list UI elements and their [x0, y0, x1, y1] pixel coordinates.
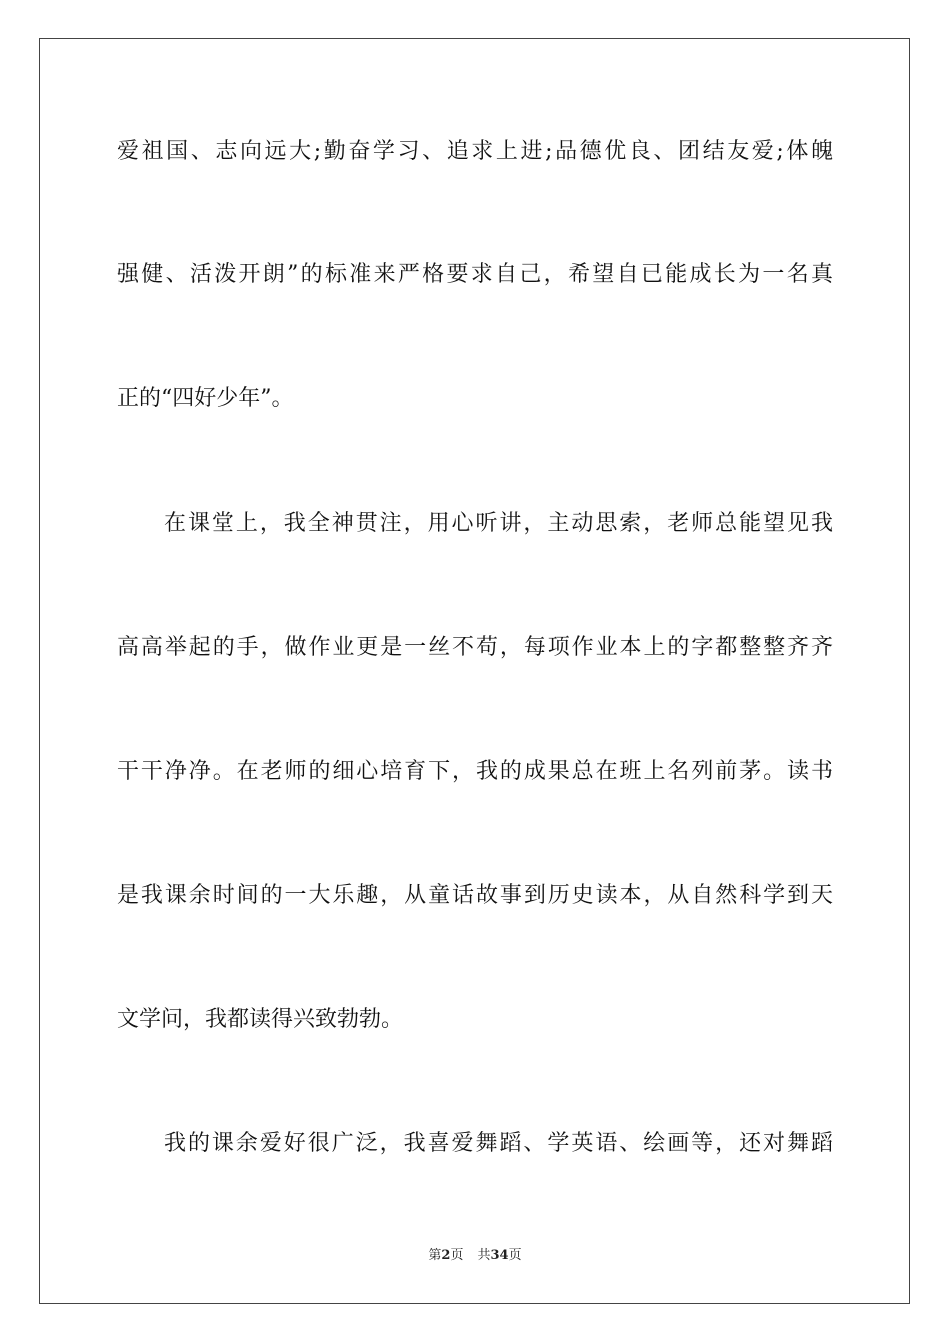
footer-total-prefix: 共	[477, 1248, 491, 1263]
footer-total-suffix: 页	[508, 1248, 522, 1263]
paragraph-2-line-1: 在课堂上，我全神贯注，用心听讲，主动思索，老师总能望见我	[164, 511, 833, 536]
paragraph-2-line-2: 高高举起的手，做作业更是一丝不苟，每项作业本上的字都整整齐齐	[117, 635, 833, 660]
footer-page-prefix: 第	[428, 1248, 442, 1263]
footer-total-pages: 34	[490, 1248, 509, 1263]
text-line-2: 强健、活泼开朗”的标准来严格要求自己，希望自已能成长为一名真	[117, 262, 833, 287]
footer-page-suffix: 页	[450, 1248, 464, 1263]
text-line-1: 爱祖国、志向远大;勤奋学习、追求上进;品德优良、团结友爱;体魄	[117, 139, 833, 164]
paragraph-2-line-3: 干干净净。在老师的细心培育下，我的成果总在班上名列前茅。读书	[117, 759, 833, 784]
paragraph-3-line-1: 我的课余爱好很广泛，我喜爱舞蹈、学英语、绘画等，还对舞蹈	[164, 1131, 833, 1156]
text-line-3: 正的“四好少年”。	[117, 386, 294, 411]
paragraph-2-line-5: 文学问，我都读得兴致勃勃。	[117, 1007, 404, 1032]
page-border	[39, 38, 910, 1304]
page-footer	[0, 1247, 950, 1265]
footer-page-number: 2	[441, 1248, 451, 1263]
paragraph-2-line-4: 是我课余时间的一大乐趣，从童话故事到历史读本，从自然科学到天	[117, 883, 833, 908]
